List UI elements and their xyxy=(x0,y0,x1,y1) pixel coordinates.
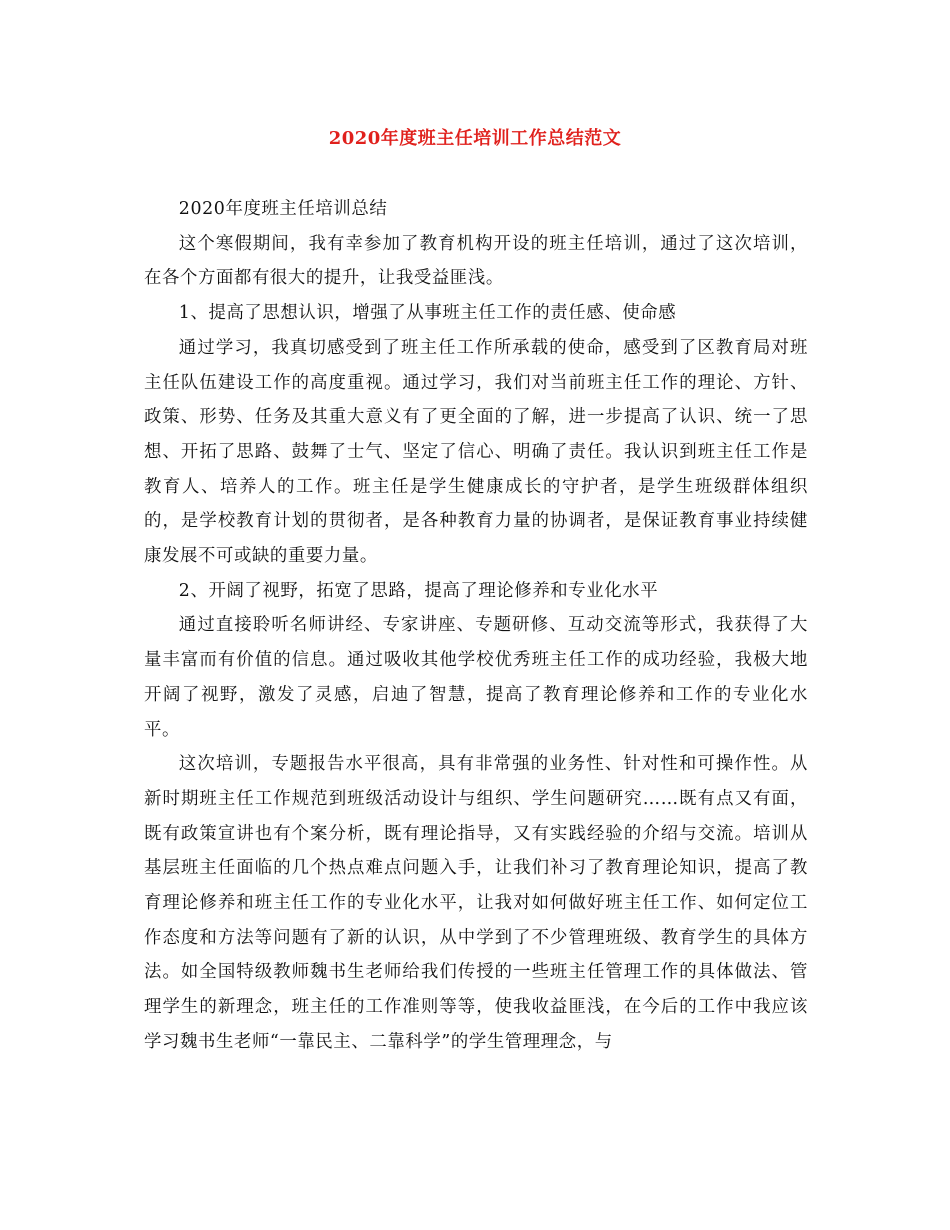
section-heading-2: 2、开阔了视野，拓宽了思路，提高了理论修养和专业化水平 xyxy=(178,580,659,601)
document-title: 2020年度班主任培训工作总结范文 xyxy=(328,128,622,149)
section-heading-1: 1、提高了思想认识，增强了从事班主任工作的责任感、使命感 xyxy=(178,303,677,324)
body-paragraph: 通过直接聆听名师讲经、专家讲座、专题研修、互动交流等形式，我获得了大量丰富而有价值的信息。通过吸收其他学校优秀班主任工作的成功经验，我极大地开阔了视野，激发了灵感，启迪了智慧，提高了教育理论修养和工作的专业化水平。 xyxy=(144,615,808,740)
body-paragraph: 这次培训，专题报告水平很高，具有非常强的业务性、针对性和可操作性。从新时期班主任工作规范到班级活动设计与组织、学生问题研究……既有点又有面，既有政策宣讲也有个案分析，既有理论指导，又有实践经验的介绍与交流。培训从基层班主任面临的几个热点难点问题入手，让我们补习了教育理论知识，提高了教育理论修养和班主任工作的专业化水平，让我对如何做好班主任工作、如何定位工作态度和方法等问题有了新的认识，从中学到了不少管理班级、教育学生的具体方法。如全国特级教师魏书生老师给我们传授的一些班主任管理工作的具体做法、管理学生的新理念，班主任的工作准则等等，使我收益匪浅，在今后的工作中我应该学习魏书生老师“一靠民主、二靠科学”的学生管理理念，与 xyxy=(144,754,808,1052)
document-body xyxy=(144,192,808,1060)
body-paragraph: 通过学习，我真切感受到了班主任工作所承载的使命，感受到了区教育局对班主任队伍建设工作的高度重视。通过学习，我们对当前班主任工作的理论、方针、政策、形势、任务及其重大意义有了更全面的了解，进一步提高了认识、统一了思想、开拓了思路、鼓舞了士气、坚定了信心、明确了责任。我认识到班主任工作是教育人、培养人的工作。班主任是学生健康成长的守护者，是学生班级群体组织的，是学校教育计划的贯彻者，是各种教育力量的协调者，是保证教育事业持续健康发展不可或缺的重要力量。 xyxy=(144,337,808,567)
intro-paragraph: 这个寒假期间，我有幸参加了教育机构开设的班主任培训，通过了这次培训，在各个方面都有很大的提升，让我受益匪浅。 xyxy=(144,233,808,289)
subtitle-paragraph: 2020年度班主任培训总结 xyxy=(178,199,388,219)
